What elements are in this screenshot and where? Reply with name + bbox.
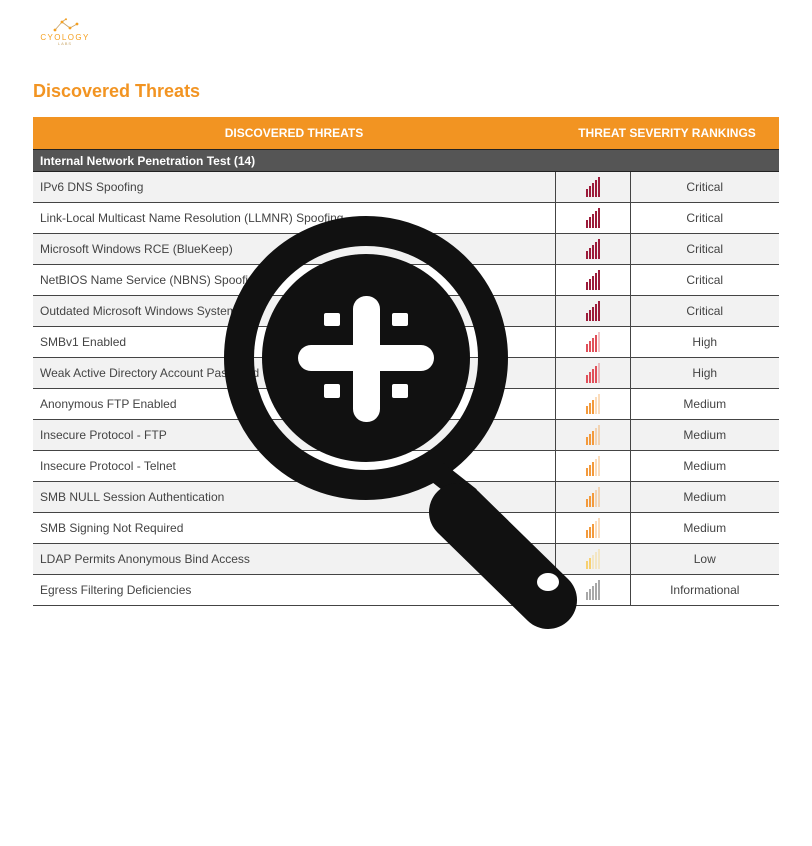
severity-bar (595, 304, 597, 321)
severity-label: Medium (630, 389, 779, 420)
header-severity-rankings: THREAT SEVERITY RANKINGS (555, 117, 779, 150)
severity-bar (589, 465, 591, 476)
severity-bar (598, 456, 600, 476)
severity-bar (586, 561, 588, 569)
severity-bars-icon (586, 363, 600, 383)
severity-bar (595, 552, 597, 569)
severity-label: Medium (630, 420, 779, 451)
severity-bar (592, 214, 594, 228)
threat-name: Link-Local Multicast Name Resolution (LLMNR) Spoofing (33, 203, 555, 234)
logo-subtext: LABS (57, 41, 73, 46)
severity-bar (589, 403, 591, 414)
severity-bar (592, 338, 594, 352)
severity-bar (586, 437, 588, 445)
page-title: Discovered Threats (33, 81, 201, 101)
severity-bar (592, 555, 594, 569)
table-row (33, 358, 779, 389)
severity-bars-cell (555, 420, 630, 451)
severity-bars-icon (586, 301, 600, 321)
severity-bar (586, 468, 588, 476)
severity-label: Informational (630, 575, 779, 606)
table-row (33, 420, 779, 451)
severity-bar (598, 580, 600, 600)
severity-bar (598, 425, 600, 445)
severity-bar (589, 217, 591, 228)
severity-bars-cell (555, 389, 630, 420)
severity-bar (595, 428, 597, 445)
severity-bar (589, 310, 591, 321)
threat-name: Anonymous FTP Enabled (33, 389, 555, 420)
severity-bars-icon (586, 580, 600, 600)
threat-name: SMBv1 Enabled (33, 327, 555, 358)
severity-label: Medium (630, 451, 779, 482)
section-title: Internal Network Penetration Test (14) (33, 150, 779, 172)
severity-bar (598, 208, 600, 228)
severity-label: Medium (630, 513, 779, 544)
section-row (33, 150, 779, 172)
severity-bar (586, 282, 588, 290)
severity-bar (592, 183, 594, 197)
table-row (33, 513, 779, 544)
severity-bar (598, 177, 600, 197)
table-row (33, 265, 779, 296)
severity-bar (595, 490, 597, 507)
severity-label: Medium (630, 482, 779, 513)
severity-bar (592, 586, 594, 600)
table-row (33, 203, 779, 234)
severity-bar (598, 239, 600, 259)
logo-network-icon (49, 18, 81, 34)
severity-bars-icon (586, 487, 600, 507)
severity-bar (598, 549, 600, 569)
severity-bar (592, 307, 594, 321)
severity-bars-cell (555, 296, 630, 327)
severity-bar (598, 394, 600, 414)
severity-bar (586, 530, 588, 538)
threat-name: Microsoft Windows RCE (BlueKeep) (33, 234, 555, 265)
severity-bars-icon (586, 425, 600, 445)
severity-bar (592, 369, 594, 383)
severity-bars-cell (555, 575, 630, 606)
severity-bar (595, 211, 597, 228)
severity-bars-cell (555, 482, 630, 513)
severity-bars-icon (586, 177, 600, 197)
severity-bar (592, 462, 594, 476)
table-row (33, 172, 779, 203)
severity-label: Critical (630, 296, 779, 327)
severity-bar (595, 459, 597, 476)
severity-bar (598, 270, 600, 290)
severity-bar (595, 366, 597, 383)
severity-bar (589, 527, 591, 538)
severity-bar (598, 363, 600, 383)
severity-bar (589, 434, 591, 445)
severity-bar (586, 499, 588, 507)
threat-name: Egress Filtering Deficiencies (33, 575, 555, 606)
severity-bar (592, 493, 594, 507)
severity-label: Low (630, 544, 779, 575)
table-header-row (33, 117, 779, 150)
severity-bar (586, 189, 588, 197)
severity-bar (598, 332, 600, 352)
severity-bar (589, 279, 591, 290)
table-row (33, 575, 779, 606)
threat-name: Outdated Microsoft Windows Systems (33, 296, 555, 327)
threat-name: NetBIOS Name Service (NBNS) Spoofing (33, 265, 555, 296)
table-row (33, 451, 779, 482)
severity-bars-cell (555, 358, 630, 389)
logo-text: CYOLOGY (40, 33, 90, 42)
severity-bars-icon (586, 332, 600, 352)
severity-bar (595, 397, 597, 414)
severity-bar (592, 431, 594, 445)
severity-bar (589, 341, 591, 352)
table-row (33, 544, 779, 575)
severity-label: Critical (630, 234, 779, 265)
severity-bar (595, 521, 597, 538)
severity-bar (586, 220, 588, 228)
threat-name: IPv6 DNS Spoofing (33, 172, 555, 203)
severity-bar (595, 335, 597, 352)
severity-bar (598, 518, 600, 538)
severity-label: High (630, 358, 779, 389)
severity-bars-cell (555, 203, 630, 234)
severity-bar (589, 496, 591, 507)
severity-bar (589, 248, 591, 259)
severity-label: Critical (630, 203, 779, 234)
severity-bar (586, 313, 588, 321)
severity-bar (592, 276, 594, 290)
table-row (33, 296, 779, 327)
severity-bar (595, 583, 597, 600)
severity-bar (595, 273, 597, 290)
severity-bars-icon (586, 270, 600, 290)
severity-bar (586, 592, 588, 600)
table-row (33, 482, 779, 513)
threats-table-body (33, 150, 779, 606)
threat-name: LDAP Permits Anonymous Bind Access (33, 544, 555, 575)
severity-bar (589, 186, 591, 197)
severity-bars-icon (586, 518, 600, 538)
severity-bar (595, 180, 597, 197)
severity-bar (595, 242, 597, 259)
severity-bar (598, 301, 600, 321)
threat-name: Insecure Protocol - Telnet (33, 451, 555, 482)
severity-bar (592, 245, 594, 259)
threat-name: Weak Active Directory Account Password (33, 358, 555, 389)
severity-bar (586, 375, 588, 383)
severity-bars-icon (586, 456, 600, 476)
severity-bars-cell (555, 451, 630, 482)
severity-bars-icon (586, 394, 600, 414)
severity-bar (589, 558, 591, 569)
severity-bar (586, 251, 588, 259)
header-discovered-threats: DISCOVERED THREATS (33, 117, 555, 150)
severity-bars-cell (555, 327, 630, 358)
severity-bar (598, 487, 600, 507)
table-row (33, 327, 779, 358)
threat-name: SMB NULL Session Authentication (33, 482, 555, 513)
severity-label: Critical (630, 265, 779, 296)
severity-bar (586, 406, 588, 414)
company-logo (33, 18, 97, 46)
severity-bars-icon (586, 239, 600, 259)
threat-name: SMB Signing Not Required (33, 513, 555, 544)
severity-bars-cell (555, 544, 630, 575)
severity-bar (592, 400, 594, 414)
severity-label: High (630, 327, 779, 358)
severity-bars-cell (555, 172, 630, 203)
severity-label: Critical (630, 172, 779, 203)
severity-bar (592, 524, 594, 538)
severity-bars-icon (586, 208, 600, 228)
severity-bar (586, 344, 588, 352)
severity-bar (589, 589, 591, 600)
threats-table (33, 117, 779, 606)
severity-bars-cell (555, 513, 630, 544)
table-row (33, 234, 779, 265)
severity-bar (589, 372, 591, 383)
table-row (33, 389, 779, 420)
severity-bars-cell (555, 265, 630, 296)
severity-bars-icon (586, 549, 600, 569)
threat-name: Insecure Protocol - FTP (33, 420, 555, 451)
severity-bars-cell (555, 234, 630, 265)
